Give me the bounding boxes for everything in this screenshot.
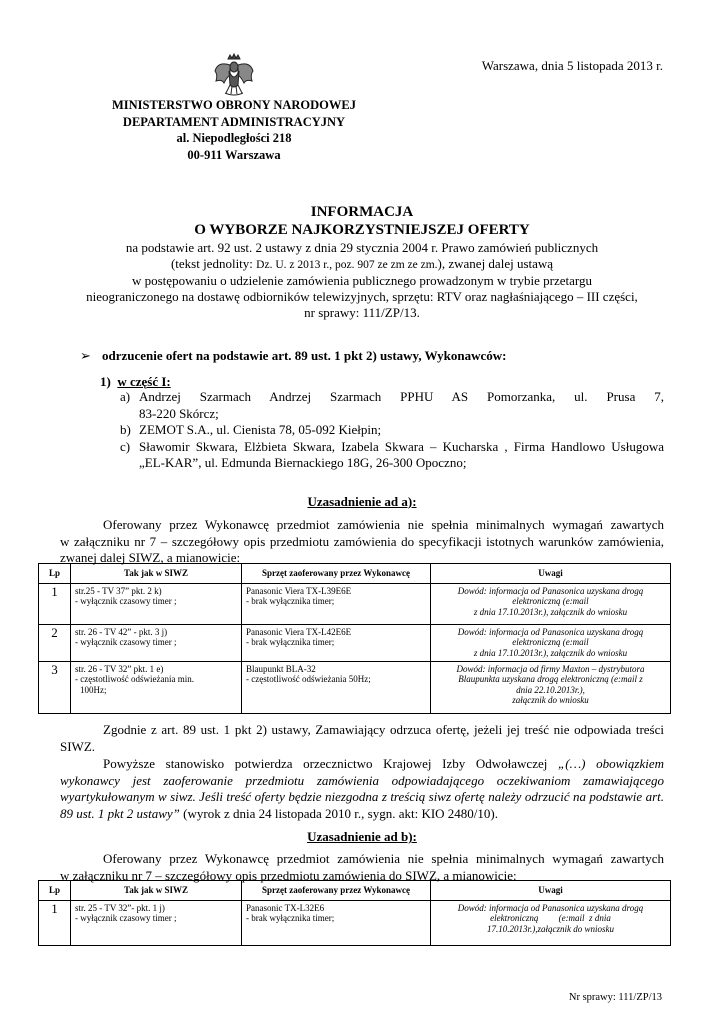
row-number: 2	[39, 624, 71, 661]
notes-cell	[431, 900, 671, 945]
paragraph-line: Oferowany przez Wykonawcę przedmiot zamówienia nie spełnia minimalnych wymagań zawartych	[103, 851, 664, 866]
department-name: DEPARTAMENT ADMINISTRACYJNY	[122, 114, 346, 129]
document-subtitle: O WYBORZE NAJKORZYSTNIEJSZEJ OFERTY	[194, 222, 530, 238]
cell-line: załącznik do wniosku	[512, 695, 589, 705]
footer-case-number: Nr sprawy: 111/ZP/13	[568, 992, 662, 1003]
cell-line: Blaupunkta uzyskana drogą elektroniczną (e:mail z	[458, 674, 643, 684]
list-item	[120, 439, 664, 472]
cell-line: - brak wyłącznika timer;	[246, 637, 335, 647]
cell-line: elektroniczną (e:mail	[512, 596, 589, 606]
cell-line: dnia 22.10.2013r.),	[516, 684, 585, 695]
list-item-line: Andrzej Szarmach Andrzej Szarmach PPHU AS Pomorzanka, ul. Prusa 7,	[139, 389, 664, 404]
cell-line: str. 26 - TV 42” - pkt. 3 j)	[75, 626, 168, 637]
address-city: 00-911 Warszawa	[187, 147, 281, 162]
list-item-label: b)	[120, 422, 131, 437]
paragraph-line	[60, 806, 664, 823]
list-item-text	[139, 439, 664, 472]
cell-line: - wyłącznik czasowy timer ;	[75, 637, 177, 647]
institution-block	[60, 97, 408, 163]
list-item-label: c)	[120, 438, 131, 454]
paragraph-text: Powyższe stanowisko potwierdza orzecznictwo Krajowej Izby Odwoławczej	[103, 756, 559, 771]
row-number: 1	[39, 583, 71, 624]
cell-line: Panasonic Viera TX-L42E6E	[246, 626, 352, 637]
column-header-offer: Sprzęt zaoferowany przez Wykonawcę	[242, 881, 431, 901]
offer-cell	[242, 661, 431, 713]
list-item-text	[139, 389, 664, 422]
kio-ruling-paragraph	[60, 756, 664, 822]
paragraph-line: w załączniku nr 7 – szczegółowy opis przedmiotu zamówienia do SIWZ, a mianowicie:	[60, 867, 517, 883]
cell-line: Panasonic TX-L32E6	[246, 902, 325, 913]
legal-basis-line	[60, 256, 664, 273]
list-item	[120, 422, 664, 439]
list-item	[120, 389, 664, 422]
justification-a-heading: Uzasadnienie ad a):	[307, 494, 417, 509]
paragraph-line: Zgodnie z art. 89 ust. 1 pkt 2) ustawy, Zamawiający odrzuca ofertę, jeżeli jej treść nie odpowiada treści	[103, 722, 664, 737]
cell-line: z dnia 17.10.2013r.), załącznik do wniosku	[473, 606, 628, 617]
legal-basis-line: w postępowaniu o udzielenie zamówienia publicznego prowadzonym w trybie przetargu	[131, 273, 593, 288]
paragraph-line: SIWZ.	[60, 738, 96, 754]
cell-line: 17.10.2013r.),załącznik do wniosku	[487, 923, 614, 934]
notes-cell	[431, 583, 671, 624]
cell-line: z dnia 17.10.2013r.), załącznik do wniosku	[473, 647, 628, 658]
list-item-label: a)	[120, 389, 131, 404]
column-header-notes: Uwagi	[431, 881, 671, 901]
column-header-siwz: Tak jak w SIWZ	[71, 564, 242, 584]
legal-basis-text: ), zwanej dalej ustawą	[437, 256, 554, 271]
table-header-row	[39, 881, 671, 901]
cell-line: 100Hz;	[80, 684, 107, 695]
column-header-notes: Uwagi	[431, 564, 671, 584]
cell-line: Blaupunkt BLA-32	[246, 663, 316, 674]
siwz-cell	[71, 900, 242, 945]
table-row	[39, 661, 671, 713]
row-number: 3	[39, 661, 71, 713]
siwz-cell	[71, 624, 242, 661]
legal-basis-line: na podstawie art. 92 ust. 2 ustawy z dnia 29 stycznia 2004 r. Prawo zamówień publicznych	[125, 240, 599, 255]
cell-line: - brak wyłącznika timer;	[246, 913, 335, 923]
quotation-text: „(…) obowiązkiem	[558, 756, 664, 771]
ministry-name: MINISTERSTWO OBRONY NARODOWEJ	[111, 98, 356, 112]
legal-basis-line: nieograniczonego na dostawę odbiorników telewizyjnych, sprzętu: RTV oraz nagłaśniającego – III części,	[86, 289, 638, 304]
cell-line: elektroniczną (e:mail z dnia	[490, 913, 611, 923]
part-heading	[100, 374, 171, 390]
paragraph-line	[60, 756, 664, 773]
column-header-offer: Sprzęt zaoferowany przez Wykonawcę	[242, 564, 431, 584]
list-item-line: „EL-KAR”, ul. Edmunda Biernackiego 18G, 26-300 Opoczno;	[139, 455, 467, 470]
case-number: nr sprawy: 111/ZP/13.	[304, 305, 420, 320]
cell-line: elektroniczną (e:mail	[512, 637, 589, 647]
table-header-row	[39, 564, 671, 584]
column-header-siwz: Tak jak w SIWZ	[71, 881, 242, 901]
notes-cell	[431, 624, 671, 661]
column-header-lp: Lp	[39, 881, 71, 901]
quotation-line: wyartykułowanym w siwz. Jeśli treść oferty będzie niezgodna z treścią siwz ofertę należy odrzucić na podstawie art.	[60, 789, 664, 804]
arrow-bullet-icon: ➢	[80, 348, 91, 363]
ruling-reference: (wyrok z dnia 24 listopada 2010 r., sygn. akt: KIO 2480/10).	[179, 805, 498, 821]
siwz-cell	[71, 583, 242, 624]
row-number: 1	[39, 900, 71, 945]
offer-cell	[242, 900, 431, 945]
quotation-line: wykonawcy jest zaoferowanie przedmiotu zamówienia odpowiadającego oczekiwaniom zamawiającego	[60, 772, 664, 788]
list-item-line: Sławomir Skwara, Elżbieta Skwara, Izabela Skwara – Kucharska , Firma Handlowo Usługowa	[139, 438, 664, 454]
paragraph-line: zwanej dalej SIWZ, a mianowicie:	[60, 550, 241, 565]
polish-eagle-emblem-icon	[212, 53, 256, 97]
column-header-lp: Lp	[39, 564, 71, 584]
cell-line: Dowód: informacja od firmy Maxton – dystrybutora	[456, 663, 645, 674]
offer-cell	[242, 624, 431, 661]
legal-basis	[60, 240, 664, 321]
cell-line: str. 26 - TV 32” pkt. 1 e)	[75, 663, 164, 674]
cell-line: str. 25 - TV 32”- pkt. 1 j)	[75, 902, 165, 913]
cell-line: Dowód: informacja od Panasonica uzyskana drogą	[457, 585, 644, 596]
cell-line: - wyłącznik czasowy timer ;	[75, 913, 177, 923]
part-label: w część I:	[117, 374, 171, 389]
cell-line: - wyłącznik czasowy timer ;	[75, 596, 177, 606]
offer-cell	[242, 583, 431, 624]
rejection-bullet	[80, 348, 506, 364]
comparison-table-b	[38, 880, 671, 946]
cell-line: Dowód: informacja od Panasonica uzyskana drogą	[457, 626, 644, 637]
document-date: Warszawa, dnia 5 listopada 2013 r.	[481, 58, 663, 73]
cell-line: Panasonic Viera TX-L39E6E	[246, 585, 352, 596]
list-item-text: ZEMOT S.A., ul. Cienista 78, 05-092 Kiełpin;	[139, 422, 382, 437]
rejected-contractors-list	[120, 389, 664, 472]
part-number: 1)	[100, 374, 111, 389]
cell-line: Dowód: informacja od Panasonica uzyskana drogą	[457, 902, 644, 913]
quotation-text: 89 ust. 1 pkt 2 ustawy”	[60, 805, 180, 821]
list-item-line: 83-220 Skórcz;	[139, 405, 219, 421]
address-street: al. Niepodległości 218	[176, 131, 292, 145]
justification-a-paragraph	[60, 517, 664, 567]
table-row	[39, 624, 671, 661]
table-row	[39, 583, 671, 624]
rejection-reason-paragraph	[60, 722, 664, 755]
rejection-heading: odrzucenie ofert na podstawie art. 89 ust. 1 pkt 2) ustawy, Wykonawców:	[102, 348, 507, 363]
paragraph-line: w załączniku nr 7 – szczegółowy opis przedmiotu zamówienia do specyfikacji istotnych warunków zamówienia,	[60, 533, 664, 549]
paragraph-line: Oferowany przez Wykonawcę przedmiot zamówienia nie spełnia minimalnych wymagań zawartych	[103, 517, 664, 532]
cell-line: - częstotliwość odświeżania 50Hz;	[246, 674, 371, 684]
journal-reference: Dz. U. z 2013 r., poz. 907 ze zm ze zm.	[256, 259, 438, 271]
notes-cell	[431, 661, 671, 713]
cell-line: - częstotliwość odświeżania min.	[75, 674, 194, 684]
cell-line: - brak wyłącznika timer;	[246, 596, 335, 606]
document-title: INFORMACJA	[310, 204, 414, 220]
justification-b-heading: Uzasadnienie ad b):	[307, 829, 417, 844]
legal-basis-text: (tekst jednolity:	[170, 256, 257, 271]
comparison-table-a	[38, 563, 671, 714]
cell-line: str.25 - TV 37” pkt. 2 k)	[75, 585, 162, 596]
table-row	[39, 900, 671, 945]
siwz-cell	[71, 661, 242, 713]
